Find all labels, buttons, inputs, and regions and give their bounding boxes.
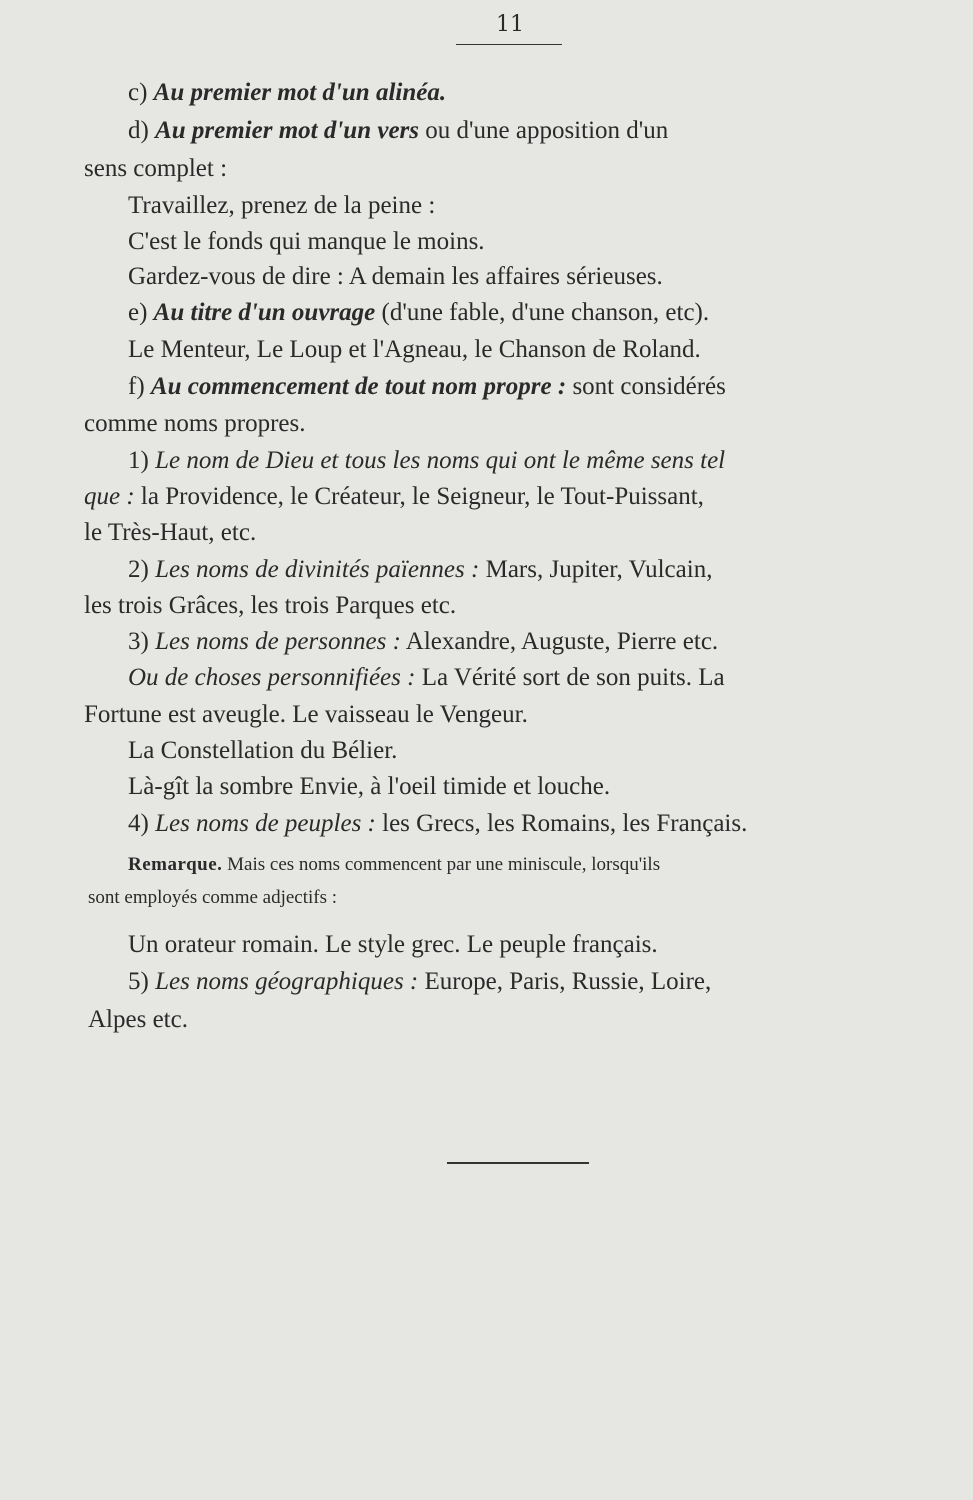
remark-label: Remarque. [128, 854, 223, 875]
item-3-sub-title: Ou de choses personnifiées : [128, 664, 416, 691]
end-rule [447, 1162, 589, 1164]
item-3-sub-examples: La Vérité sort de son puits. La [415, 664, 725, 691]
remark-example: Un orateur romain. Le style grec. Le peuple français. [128, 931, 658, 958]
item-3-title: Les noms de personnes : [155, 628, 401, 655]
section-f [128, 372, 726, 402]
section-f-rest: sont considérés [566, 373, 726, 400]
section-d-cont: sens complet : [84, 155, 228, 182]
section-f-rule: Au commencement de tout nom propre : [150, 373, 567, 400]
item-3-examples: Alexandre, Auguste, Pierre etc. [400, 628, 719, 655]
section-c-marker: c) [128, 79, 148, 106]
section-f-cont: comme noms propres. [84, 410, 306, 437]
item-5-examples-cont: Alpes etc. [88, 1006, 188, 1033]
item-1-examples: la Providence, le Créateur, le Seigneur, le Tout-Puissant, [134, 483, 704, 510]
section-c [128, 78, 446, 108]
section-e-rule: Au titre d'un ouvrage [153, 299, 376, 326]
header-rule [456, 44, 562, 45]
section-d [128, 116, 668, 146]
section-f-marker: f) [128, 373, 145, 400]
remark [128, 853, 660, 877]
item-2-examples: Mars, Jupiter, Vulcain, [479, 556, 713, 583]
item-1-line-2 [84, 482, 704, 512]
section-e [128, 298, 709, 328]
item-3-sub-cont: Fortune est aveugle. Le vaisseau le Vengeur. [84, 701, 528, 728]
item-2-marker: 2) [128, 556, 149, 583]
section-e-rest: (d'une fable, d'une chanson, etc). [375, 299, 710, 326]
item-5-title: Les noms géographiques : [155, 968, 419, 995]
item-1-marker: 1) [128, 447, 149, 474]
item-5-examples: Europe, Paris, Russie, Loire, [418, 968, 712, 995]
item-4-examples: les Grecs, les Romains, les Français. [375, 810, 748, 837]
remark-text: Mais ces noms commencent par une miniscule, lorsqu'ils [222, 854, 661, 875]
verse-line: Gardez-vous de dire : A demain les affaires sérieuses. [128, 263, 663, 290]
section-e-example: Le Menteur, Le Loup et l'Agneau, le Chanson de Roland. [128, 336, 701, 363]
item-2-examples-cont: les trois Grâces, les trois Parques etc. [84, 592, 457, 619]
section-d-rest: ou d'une apposition d'un [419, 117, 669, 144]
item-2 [128, 555, 712, 585]
item-1-title-cont: que : [84, 483, 135, 510]
item-3-marker: 3) [128, 628, 149, 655]
item-2-title: Les noms de divinités païennes : [155, 556, 480, 583]
section-d-marker: d) [128, 117, 149, 144]
section-c-rule: Au premier mot d'un alinéa. [153, 79, 447, 106]
item-4-title: Les noms de peuples : [155, 810, 376, 837]
item-4-marker: 4) [128, 810, 149, 837]
verse-line: C'est le fonds qui manque le moins. [128, 228, 485, 255]
item-1-title: Le nom de Dieu et tous les noms qui ont le même sens tel [155, 447, 726, 474]
item-5-marker: 5) [128, 968, 149, 995]
item-5 [128, 967, 711, 997]
item-1 [128, 446, 725, 476]
verse-line: Travaillez, prenez de la peine : [128, 192, 436, 219]
section-e-marker: e) [128, 299, 148, 326]
page-number: 11 [496, 12, 524, 37]
section-d-rule: Au premier mot d'un vers [155, 117, 419, 144]
item-1-examples-cont: le Très-Haut, etc. [84, 519, 257, 546]
remark-text-cont: sont employés comme adjectifs : [88, 887, 338, 908]
item-4 [128, 809, 747, 839]
item-3-line-d: Là-gît la sombre Envie, à l'oeil timide et louche. [128, 773, 611, 800]
item-3 [128, 627, 718, 657]
item-3-line-c: La Constellation du Bélier. [128, 737, 398, 764]
item-3-sub [128, 663, 725, 693]
